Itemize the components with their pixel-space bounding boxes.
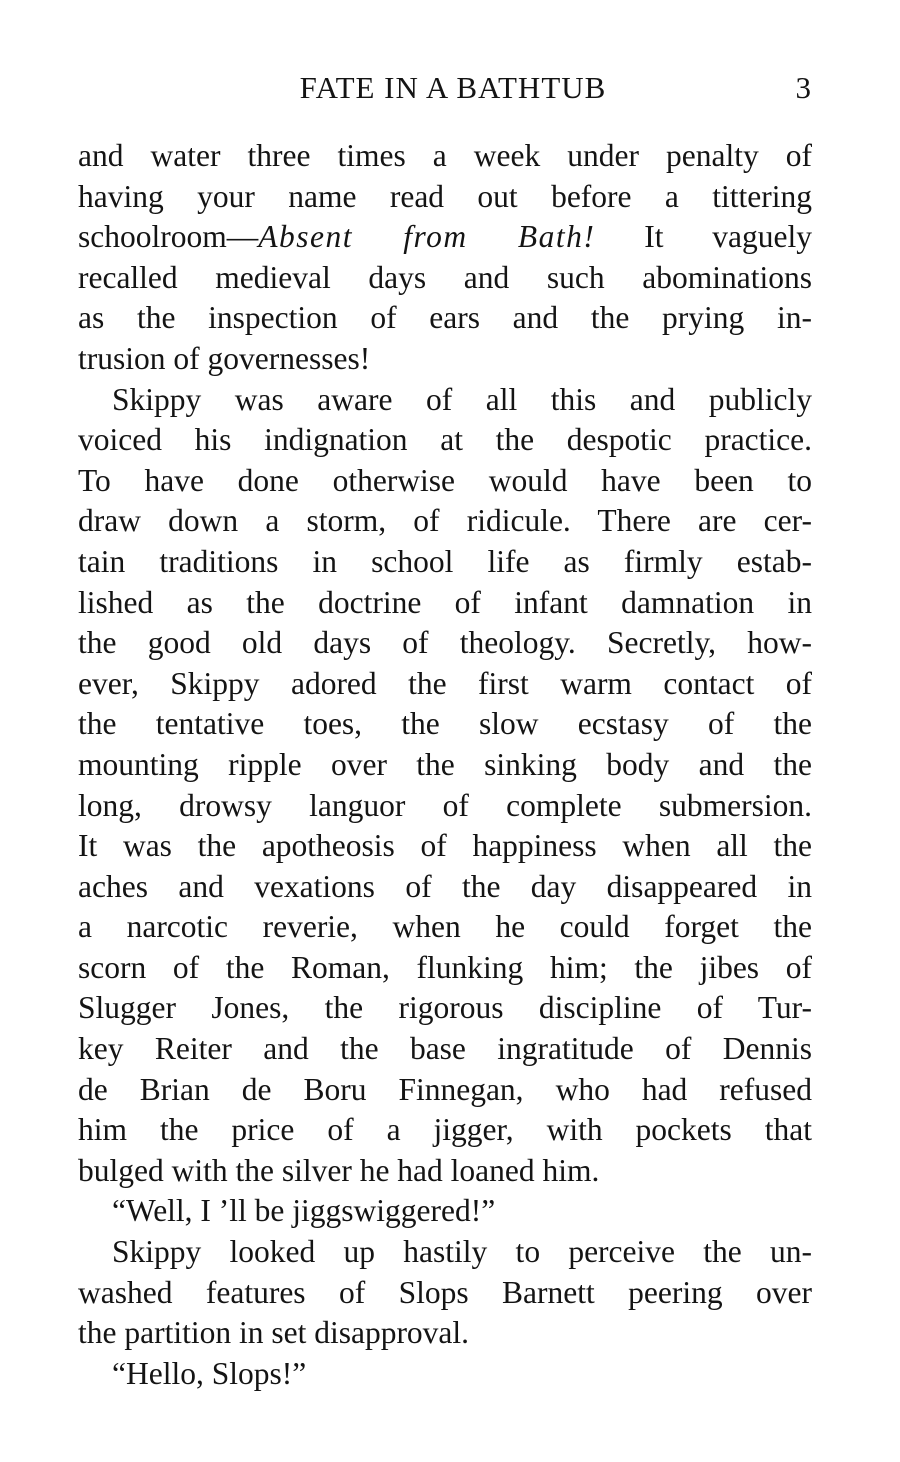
text-line-start: schoolroom—	[78, 219, 259, 255]
text-line: the partition in set disapproval.	[78, 1315, 470, 1351]
body-text	[78, 136, 812, 1394]
text-line: him the price of a jigger, with pockets that	[78, 1112, 812, 1148]
paragraph-4	[78, 1232, 812, 1354]
text-line: voiced his indignation at the despotic practice.	[78, 422, 812, 458]
text-line: washed features of Slops Barnett peering over	[78, 1274, 812, 1310]
paragraph-2	[78, 380, 812, 1192]
text-line: trusion of governesses!	[78, 340, 371, 376]
text-line: aches and vexations of the day disappeared in	[78, 868, 812, 904]
paragraph-1	[78, 136, 812, 380]
text-line: tain traditions in school life as firmly estab-	[78, 543, 812, 579]
text-line: ever, Skippy adored the first warm contact of	[78, 665, 812, 701]
text-line: Skippy was aware of all this and publicly	[112, 381, 812, 417]
running-head-title: FATE IN A BATHTUB	[299, 70, 607, 105]
text-line	[78, 217, 812, 258]
text-line: scorn of the Roman, flunking him; the jibes of	[78, 949, 812, 985]
paragraph-5	[78, 1354, 812, 1395]
text-line: “Well, I ’ll be jiggswiggered!”	[112, 1193, 496, 1229]
text-line: de Brian de Boru Finnegan, who had refused	[78, 1071, 812, 1107]
text-line: long, drowsy languor of complete submersion.	[78, 787, 812, 823]
text-line: Skippy looked up hastily to perceive the un-	[112, 1234, 812, 1270]
italic-phrase: Absent from Bath!	[258, 219, 596, 255]
text-line: It was the apotheosis of happiness when all the	[78, 828, 812, 864]
text-line: bulged with the silver he had loaned him.	[78, 1152, 600, 1188]
book-page	[78, 70, 812, 1394]
text-line: having your name read out before a tittering	[78, 178, 812, 214]
text-line: the tentative toes, the slow ecstasy of the	[78, 706, 812, 742]
text-line-end: It vaguely	[644, 219, 812, 255]
text-line: To have done otherwise would have been to	[78, 462, 812, 498]
text-line: lished as the doctrine of infant damnation in	[78, 584, 812, 620]
paragraph-3	[78, 1191, 812, 1232]
text-line: key Reiter and the base ingratitude of Dennis	[78, 1031, 812, 1067]
text-line: the good old days of theology. Secretly, how-	[78, 625, 812, 661]
text-line: mounting ripple over the sinking body and the	[78, 746, 812, 782]
text-line: and water three times a week under penalty of	[78, 138, 812, 173]
text-line: “Hello, Slops!”	[112, 1355, 307, 1391]
text-line: recalled medieval days and such abominations	[78, 259, 812, 295]
text-line: draw down a storm, of ridicule. There are cer-	[78, 503, 812, 539]
text-line: Slugger Jones, the rigorous discipline of Tur-	[78, 990, 812, 1026]
text-line: a narcotic reverie, when he could forget the	[78, 909, 812, 945]
page-number: 3	[795, 70, 812, 105]
running-head	[78, 70, 812, 114]
text-line: as the inspection of ears and the prying in-	[78, 300, 812, 336]
